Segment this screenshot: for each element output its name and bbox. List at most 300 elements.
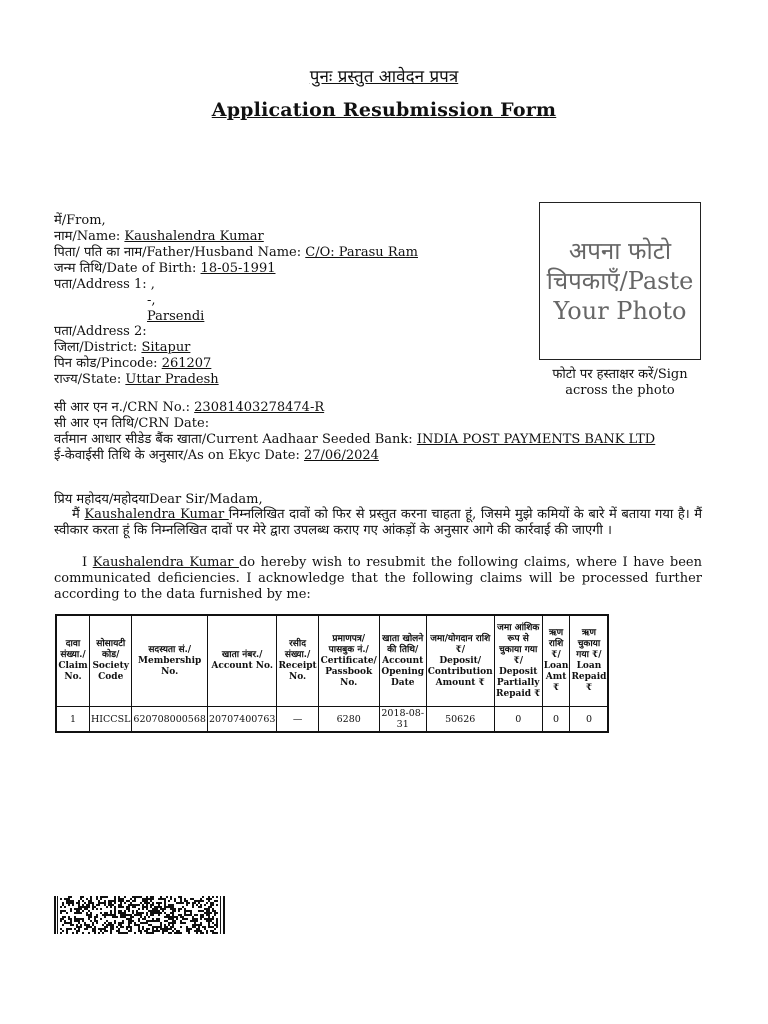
barcode-module (92, 930, 94, 932)
barcode-module (132, 906, 134, 908)
barcode-module (114, 896, 116, 898)
barcode-module (162, 932, 164, 934)
barcode-module (168, 900, 170, 902)
barcode-module (114, 908, 116, 910)
header-hi: ऋण राशि ₹/ (548, 628, 564, 660)
barcode-module (122, 922, 124, 924)
barcode-module (82, 896, 84, 898)
name-line (54, 229, 264, 245)
barcode-module (102, 902, 104, 904)
barcode-module (100, 930, 102, 932)
barcode-module (190, 898, 192, 900)
barcode-module (144, 918, 146, 920)
barcode-module (160, 928, 162, 930)
barcode-module (200, 910, 202, 912)
barcode-module (146, 906, 148, 908)
header-hi: ऋण चुकाया गया ₹/ (576, 628, 602, 660)
barcode-module (148, 928, 150, 930)
barcode-module (204, 908, 206, 910)
barcode-module (172, 918, 174, 920)
barcode-module (206, 920, 208, 922)
barcode-module (122, 932, 124, 934)
barcode-module (192, 904, 194, 906)
barcode-module (214, 912, 216, 914)
barcode-module (128, 914, 130, 916)
cell-receipt-no: — (277, 707, 318, 733)
barcode-module (156, 912, 158, 914)
barcode-module (100, 902, 102, 904)
barcode-module (62, 910, 64, 912)
barcode-module (104, 914, 106, 916)
barcode-module (88, 902, 90, 904)
barcode-module (128, 920, 130, 922)
barcode-module (158, 910, 160, 912)
barcode-module (126, 908, 128, 910)
barcode-module (198, 928, 200, 930)
barcode-module (108, 924, 110, 926)
barcode-module (80, 912, 82, 914)
barcode-module (172, 930, 174, 932)
name-value: Kaushalendra Kumar (124, 229, 264, 244)
col-header-partially-repaid (494, 615, 542, 707)
barcode-module (76, 918, 78, 920)
barcode-module (164, 926, 166, 928)
barcode-module (152, 902, 154, 904)
barcode-module (190, 910, 192, 912)
barcode-module (94, 928, 96, 930)
barcode-module (164, 928, 166, 930)
barcode-module (94, 906, 96, 908)
barcode-module (158, 918, 160, 920)
barcode-module (78, 902, 80, 904)
barcode-module (160, 896, 162, 898)
barcode-module (200, 916, 202, 918)
barcode-module (210, 906, 212, 908)
barcode-module (104, 902, 106, 904)
barcode-module (138, 914, 140, 916)
barcode-module (146, 902, 148, 904)
barcode-module (154, 906, 156, 908)
barcode-module (132, 910, 134, 912)
barcode-module (78, 920, 80, 922)
address2-label: पता/Address 2: (54, 324, 147, 339)
barcode-module (110, 902, 112, 904)
barcode-module (150, 904, 152, 906)
col-header-membership-no (132, 615, 208, 707)
barcode-module (78, 930, 80, 932)
barcode-module (150, 906, 152, 908)
barcode-module (116, 926, 118, 928)
barcode-module (186, 928, 188, 930)
barcode-module (110, 906, 112, 908)
barcode-module (204, 928, 206, 930)
barcode-module (208, 910, 210, 912)
barcode-module (184, 910, 186, 912)
barcode-module (112, 916, 114, 918)
barcode-module (198, 906, 200, 908)
barcode-module (96, 916, 98, 918)
barcode-module (118, 896, 120, 898)
barcode-module (90, 926, 92, 928)
barcode-module (120, 924, 122, 926)
barcode-module (118, 924, 120, 926)
crn-date-label: सी आर एन तिथि/CRN Date: (54, 416, 210, 431)
barcode-module (100, 896, 102, 898)
barcode-module (212, 918, 214, 920)
barcode-module (96, 922, 98, 924)
barcode-module (124, 932, 126, 934)
barcode-module (108, 922, 110, 924)
barcode-module (78, 900, 80, 902)
barcode-module (108, 900, 110, 902)
barcode-module (142, 898, 144, 900)
barcode-module (192, 898, 194, 900)
barcode-module (168, 906, 170, 908)
barcode-module (158, 906, 160, 908)
from-label: में/From, (54, 213, 106, 228)
barcode-module (178, 910, 180, 912)
barcode-module (94, 918, 96, 920)
barcode-module (152, 926, 154, 928)
barcode-module (108, 914, 110, 916)
barcode-module (146, 896, 148, 898)
barcode-module (206, 908, 208, 910)
crn-label: सी आर एन न./CRN No.: (54, 400, 195, 415)
barcode-module (146, 898, 148, 900)
barcode-module (120, 900, 122, 902)
barcode-module (76, 920, 78, 922)
cell-certificate-no: 6280 (318, 707, 379, 733)
barcode-module (188, 910, 190, 912)
barcode-module (202, 926, 204, 928)
barcode-module (140, 916, 142, 918)
barcode-module (214, 914, 216, 916)
barcode-module (130, 920, 132, 922)
barcode-module (152, 918, 154, 920)
barcode-module (176, 932, 178, 934)
barcode-module (114, 912, 116, 914)
barcode-module (70, 902, 72, 904)
barcode-module (124, 914, 126, 916)
barcode-module (196, 904, 198, 906)
barcode-module (72, 932, 74, 934)
barcode-module (130, 918, 132, 920)
barcode-module (124, 910, 126, 912)
col-header-receipt-no (277, 615, 318, 707)
barcode-module (138, 896, 140, 898)
barcode-module (134, 932, 136, 934)
bank-line (54, 432, 655, 448)
barcode-module (74, 916, 76, 918)
header-hi: सदस्यता सं./ (148, 644, 192, 655)
barcode-module (78, 904, 80, 906)
barcode-module (160, 912, 162, 914)
barcode-module (166, 896, 168, 898)
barcode-module (164, 930, 166, 932)
barcode-module (90, 914, 92, 916)
address1-line2: -, (147, 293, 156, 308)
barcode-module (138, 912, 140, 914)
father-line (54, 245, 418, 261)
barcode-module (70, 908, 72, 910)
barcode-module (150, 898, 152, 900)
barcode-module (212, 916, 214, 918)
barcode-module (152, 932, 154, 934)
barcode-module (120, 904, 122, 906)
barcode-module (138, 928, 140, 930)
barcode-module (212, 910, 214, 912)
barcode-module (160, 906, 162, 908)
barcode-module (144, 902, 146, 904)
barcode-module (184, 898, 186, 900)
barcode-module (170, 926, 172, 928)
barcode-module (170, 912, 172, 914)
barcode-module (76, 902, 78, 904)
barcode-module (132, 896, 134, 898)
barcode-module (178, 914, 180, 916)
barcode-module (112, 924, 114, 926)
barcode-module (62, 916, 64, 918)
photo-placeholder-text (547, 236, 694, 326)
barcode-module (142, 922, 144, 924)
barcode-module (70, 896, 72, 898)
hindi-declaration (54, 507, 702, 539)
cell-loan-repaid: 0 (570, 707, 609, 733)
barcode-module (104, 930, 106, 932)
barcode-module (204, 926, 206, 928)
barcode-module (152, 928, 154, 930)
barcode-module (88, 906, 90, 908)
barcode-module (88, 932, 90, 934)
barcode-module (186, 904, 188, 906)
barcode-module (110, 922, 112, 924)
barcode-module (140, 922, 142, 924)
barcode-module (112, 926, 114, 928)
barcode-module (142, 908, 144, 910)
barcode-module (170, 928, 172, 930)
barcode-module (60, 918, 62, 920)
barcode-module (202, 914, 204, 916)
name-label: नाम/Name: (54, 229, 125, 244)
barcode-module (120, 914, 122, 916)
barcode-module (194, 902, 196, 904)
barcode-module (66, 930, 68, 932)
barcode-module (210, 926, 212, 928)
barcode-module (146, 914, 148, 916)
barcode-module (84, 908, 86, 910)
ekyc-label: ई-केवाईसी तिथि के अनुसार/As on Ekyc Date: (54, 448, 304, 463)
barcode-module (66, 912, 68, 914)
barcode-module (64, 920, 66, 922)
barcode-module (150, 912, 152, 914)
barcode-module (146, 908, 148, 910)
barcode-module (140, 932, 142, 934)
barcode-module (122, 926, 124, 928)
barcode-module (200, 932, 202, 934)
barcode-module (66, 900, 68, 902)
barcode-module (74, 908, 76, 910)
barcode-module (144, 900, 146, 902)
barcode-module (68, 928, 70, 930)
barcode-module (146, 928, 148, 930)
barcode-module (212, 908, 214, 910)
barcode-module (178, 930, 180, 932)
barcode-module (150, 924, 152, 926)
barcode-module (98, 904, 100, 906)
barcode-module (214, 932, 216, 934)
barcode-module (80, 896, 82, 898)
barcode-module (210, 930, 212, 932)
barcode-module (90, 900, 92, 902)
barcode-module (128, 904, 130, 906)
barcode-module (78, 908, 80, 910)
barcode-module (204, 912, 206, 914)
barcode-module (206, 932, 208, 934)
col-header-claim-no (56, 615, 90, 707)
barcode-module (128, 908, 130, 910)
barcode-module (158, 904, 160, 906)
barcode-module (194, 914, 196, 916)
barcode-module (152, 896, 154, 898)
barcode-module (208, 906, 210, 908)
barcode-module (114, 906, 116, 908)
barcode-module (158, 930, 160, 932)
barcode-module (86, 904, 88, 906)
barcode-module (114, 916, 116, 918)
barcode-module (200, 922, 202, 924)
barcode-module (164, 920, 166, 922)
barcode-module (136, 910, 138, 912)
barcode-module (70, 900, 72, 902)
barcode-module (118, 928, 120, 930)
barcode-module (216, 918, 218, 920)
barcode-module (156, 902, 158, 904)
barcode-module (80, 906, 82, 908)
barcode-module (144, 922, 146, 924)
barcode-module (138, 924, 140, 926)
barcode-module (124, 912, 126, 914)
barcode-module (192, 902, 194, 904)
barcode-module (60, 910, 62, 912)
barcode-module (112, 900, 114, 902)
barcode-module (82, 900, 84, 902)
crn-line (54, 400, 324, 416)
barcode-module (146, 920, 148, 922)
header-en: Account Opening Date (381, 655, 425, 688)
claims-table (55, 614, 609, 733)
barcode-module (120, 932, 122, 934)
barcode-module (182, 916, 184, 918)
barcode-module (60, 932, 62, 934)
barcode-module (70, 924, 72, 926)
barcode-module (96, 908, 98, 910)
barcode-module (94, 920, 96, 922)
barcode-module (118, 906, 120, 908)
barcode-module (184, 914, 186, 916)
barcode-module (86, 914, 88, 916)
barcode-module (112, 904, 114, 906)
barcode-module (106, 930, 108, 932)
barcode-module (208, 926, 210, 928)
barcode-module (104, 912, 106, 914)
barcode-module (122, 898, 124, 900)
barcode-module (88, 900, 90, 902)
barcode-module (216, 932, 218, 934)
barcode-module (196, 900, 198, 902)
barcode-module (108, 902, 110, 904)
barcode-module (178, 932, 180, 934)
barcode-module (72, 924, 74, 926)
barcode-module (84, 906, 86, 908)
barcode-module (120, 906, 122, 908)
barcode-module (160, 898, 162, 900)
barcode-module (208, 900, 210, 902)
barcode-module (86, 928, 88, 930)
barcode-module (118, 898, 120, 900)
barcode-module (186, 902, 188, 904)
barcode-module (136, 924, 138, 926)
english-body: do hereby wish to resubmit the following claims, where I have been communicated deficiencies. I acknowledge that the following claims will be processed further according to the data furnished by me: (54, 555, 702, 602)
barcode-module (152, 914, 154, 916)
barcode-module (200, 898, 202, 900)
barcode-module (202, 932, 204, 934)
barcode-module (66, 932, 68, 934)
barcode-module (60, 928, 62, 930)
barcode-module (190, 914, 192, 916)
barcode-module (142, 904, 144, 906)
barcode-module (72, 904, 74, 906)
barcode-module (178, 908, 180, 910)
barcode-module (102, 928, 104, 930)
barcode-module (88, 910, 90, 912)
barcode-module (64, 898, 66, 900)
barcode-module (62, 918, 64, 920)
barcode-module (126, 918, 128, 920)
barcode-module (82, 906, 84, 908)
barcode-module (100, 918, 102, 920)
barcode-module (192, 906, 194, 908)
barcode-module (184, 908, 186, 910)
barcode-module (88, 914, 90, 916)
barcode-module (74, 912, 76, 914)
barcode-module (170, 906, 172, 908)
barcode-module (174, 920, 176, 922)
barcode-module (148, 910, 150, 912)
barcode-module (180, 914, 182, 916)
barcode-module (208, 896, 210, 898)
barcode-module (206, 912, 208, 914)
barcode-module (212, 896, 214, 898)
barcode-module (134, 906, 136, 908)
barcode-module (122, 900, 124, 902)
barcode-module (106, 912, 108, 914)
barcode-module (212, 930, 214, 932)
barcode-module (110, 904, 112, 906)
barcode-module (168, 928, 170, 930)
barcode-module (66, 922, 68, 924)
district-label: जिला/District: (54, 340, 142, 355)
barcode-module (194, 924, 196, 926)
barcode-module (100, 928, 102, 930)
barcode-module (202, 916, 204, 918)
barcode-module (192, 918, 194, 920)
barcode-module (62, 930, 64, 932)
barcode-module (164, 912, 166, 914)
col-header-loan-amt (542, 615, 570, 707)
barcode-module (64, 922, 66, 924)
barcode-module (180, 922, 182, 924)
barcode-module (92, 922, 94, 924)
